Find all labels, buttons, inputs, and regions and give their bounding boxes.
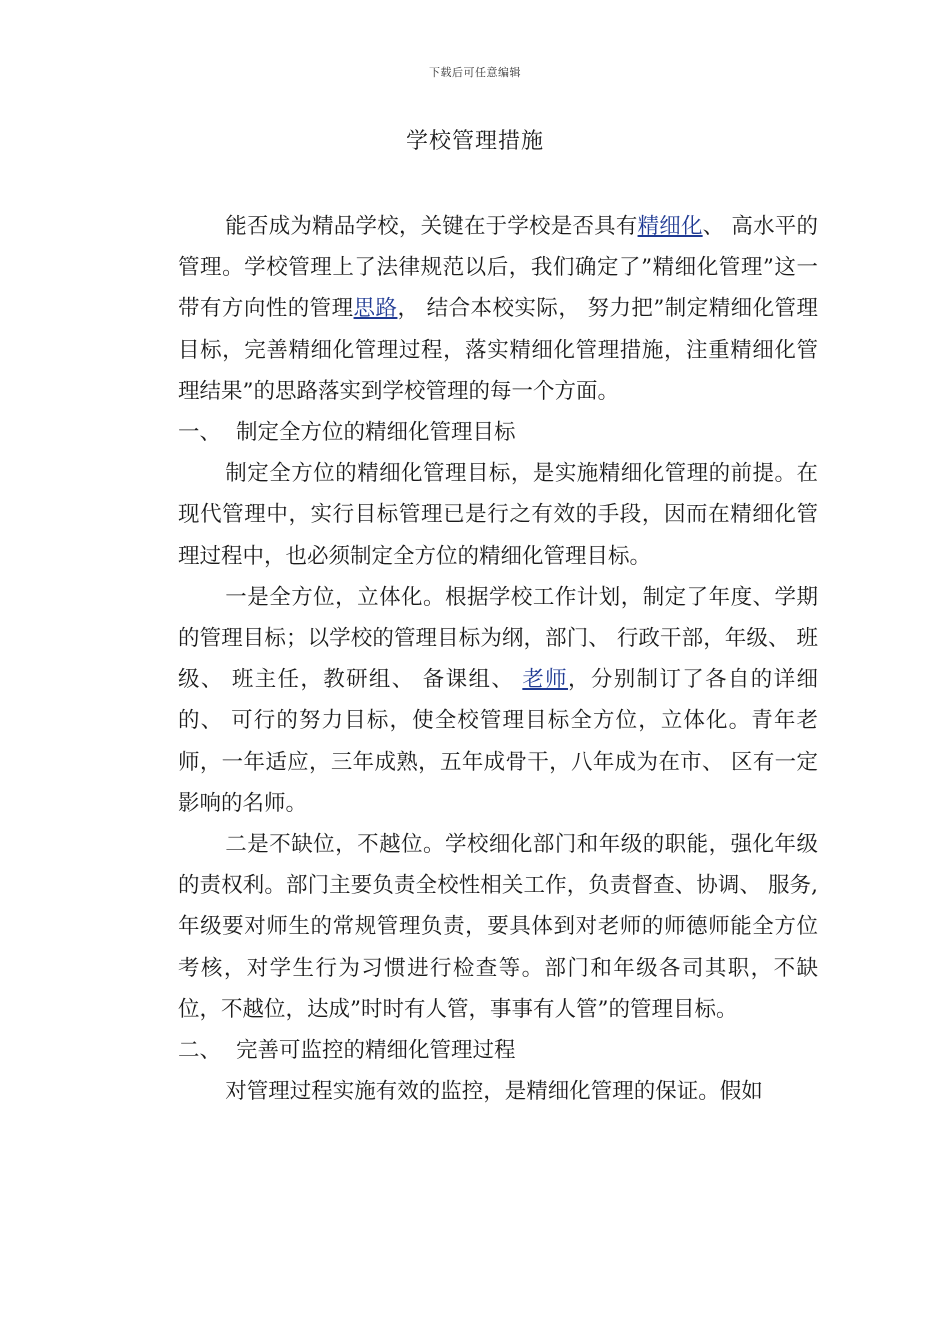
section-1-paragraph-2 [178,577,818,824]
section-2-paragraph-1: 对管理过程实施有效的监控，是精细化管理的保证。假如 [225,1079,763,1105]
link-jingxihua[interactable]: 精细化 [637,214,703,239]
document-body [178,206,818,1112]
section-2-number: 二、 [178,1038,222,1064]
section-1-paragraph-1: 制定全方位的精细化管理目标，是实施精细化管理的前提。在现代管理中，实行目标管理已是行之有效的手段，因而在精细化管理过程中，也必须制定全方位的精细化管理目标。 [178,461,818,569]
section-1-number: 一、 [178,420,222,446]
intro-paragraph [178,206,818,412]
section-2-heading [178,1030,818,1071]
link-laoshi[interactable]: 老师 [522,667,569,693]
intro-text-3: ， 结合本校实际， 努力把”制定精细化管理目标，完善精细化管理过程，落实精细化管理措施，注重精细化管理结果”的思路落实到学校管理的每一个方面。 [178,296,818,404]
document-title: 学校管理措施 [405,129,544,154]
link-silu[interactable]: 思路 [353,296,398,322]
section-1-heading [178,412,818,453]
page-header: 下载后可任意编辑 [429,66,521,79]
section-1-p2-text-1: 一是全方位，立体化。根据学校工作计划，制定了年度、学期的管理目标；以学校的管理目标为纲，部门、 行政干部，年级、 班级、 班主任，教研组、 备课组、 [178,584,818,693]
intro-text-1: 能否成为精品学校，关键在于学校是否具有 [225,214,638,239]
section-1-p2-text-2: ，分别制订了各自的详细的、 可行的努力目标，使全校管理目标全方位，立体化。青年老师，一年适应，三年成熟，五年成骨干，八年成为在市、 区有一定影响的名师。 [178,667,818,816]
section-2-title: 完善可监控的精细化管理过程 [236,1038,516,1064]
section-1-title: 制定全方位的精细化管理目标 [236,420,516,446]
section-1-paragraph-3: 二是不缺位，不越位。学校细化部门和年级的职能，强化年级的责权利。部门主要负责全校性相关工作，负责督查、协调、 服务,年级要对师生的常规管理负责，要具体到对老师的师德师能全方位考核，对学生行为习惯进行检查等。部门和年级各司其职，不缺位，不越位，达成”时时有人管，事事有人管”的管理目标。 [178,832,818,1022]
intro-text-2: 、 高水平的管理。学校管理上了法律规范以后，我们确定了”精细化管理”这一带有方向性的管理 [178,214,818,322]
